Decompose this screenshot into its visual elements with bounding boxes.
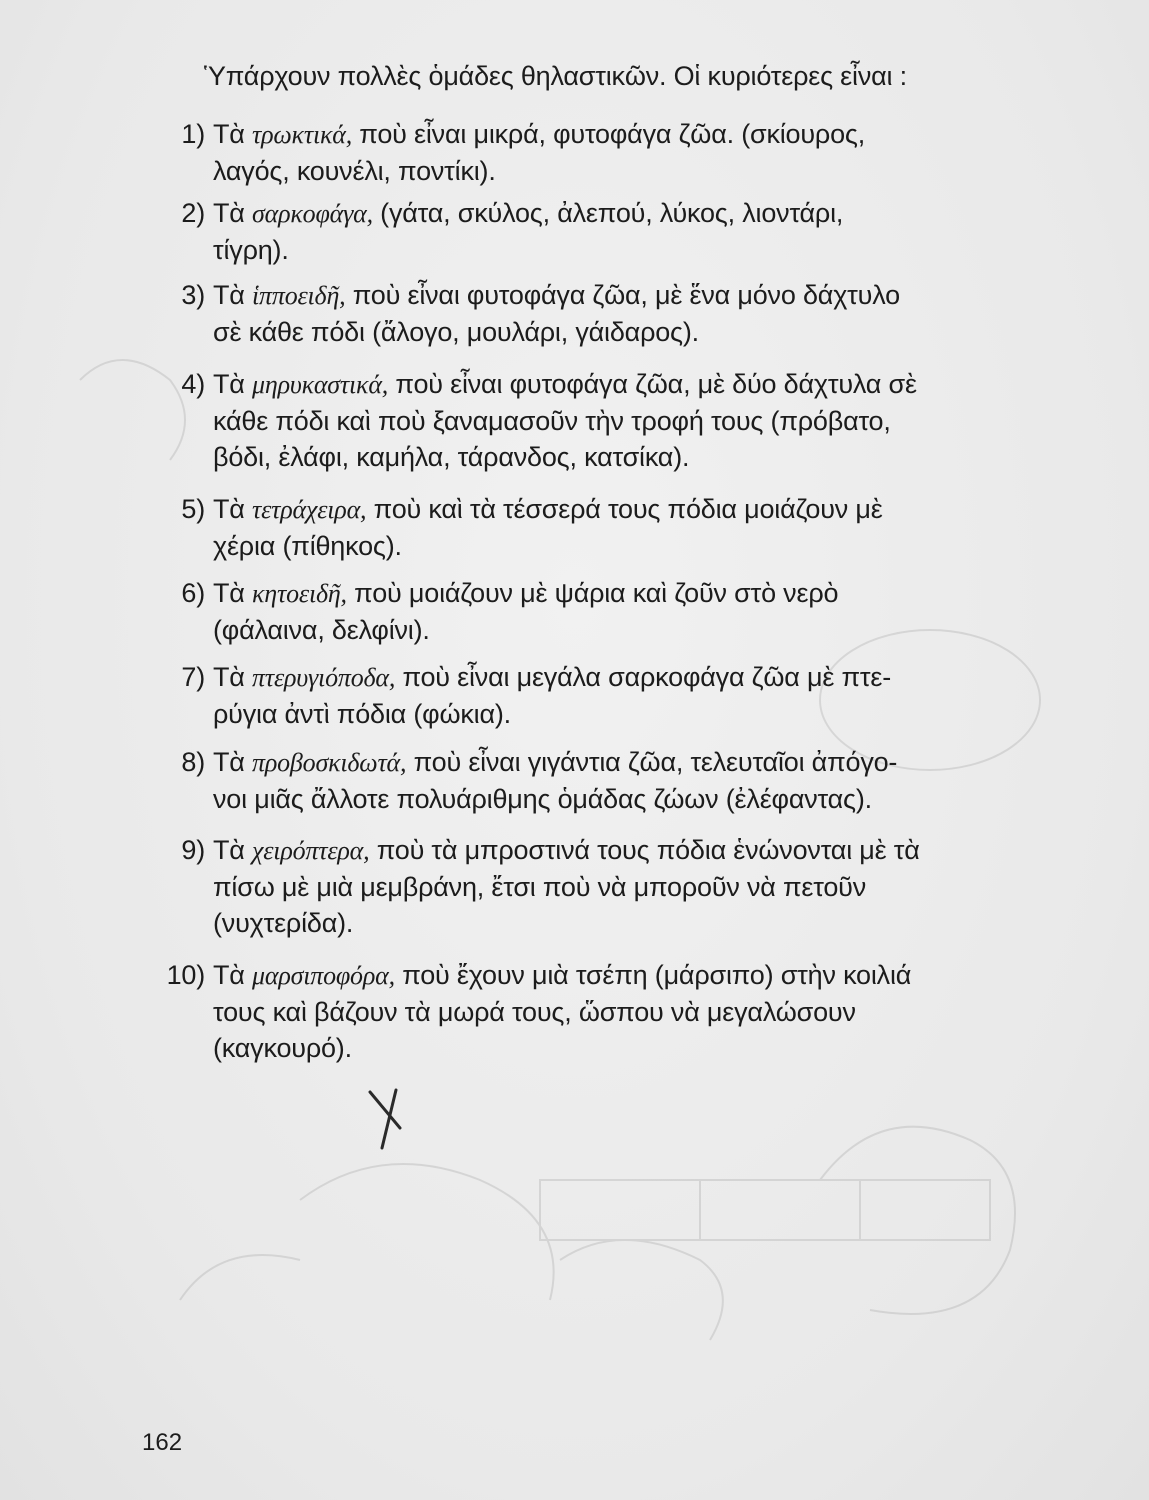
- item-text: Τὰ χειρόπτερα, ποὺ τὰ μπροστινά τους πόδια ἑνώνονται μὲ τὰ πίσω μὲ μιὰ μεμβράνη, ἔτσι ποὺ νὰ μποροῦν νὰ πετοῦν (νυχτερίδα).: [213, 835, 920, 938]
- item-text: Τὰ τετράχειρα, ποὺ καὶ τὰ τέσσερά τους πόδια μοιάζουν μὲ χέρια (πίθηκος).: [213, 494, 883, 561]
- item-number: 8): [181, 747, 205, 777]
- list-item-rodents: [145, 116, 1065, 189]
- item-number: 5): [181, 494, 205, 524]
- list-item-carnivores: [145, 195, 1065, 268]
- item-number: 2): [181, 198, 205, 228]
- group-term: προβοσκιδωτά,: [252, 748, 407, 777]
- list-item-pinnipeds: [145, 659, 1065, 732]
- item-number: 9): [181, 835, 205, 865]
- list-item-primates: [145, 491, 1065, 564]
- list-item-proboscideans: [145, 744, 1065, 817]
- group-term: τετράχειρα,: [252, 495, 367, 524]
- group-term: πτερυγιόποδα,: [252, 663, 396, 692]
- group-term: χειρόπτερα,: [252, 836, 370, 865]
- item-text: Τὰ μηρυκαστικά, ποὺ εἶναι φυτοφάγα ζῶα, μὲ δύο δάχτυλα σὲ κάθε πόδι καὶ ποὺ ξαναμασοῦν τὴν τροφή τους (πρόβατο, βόδι, ἐλάφι, καμήλα, τάρανδος, κατσίκα).: [213, 369, 917, 472]
- item-text: Τὰ μαρσιποφόρα, ποὺ ἔχουν μιὰ τσέπη (μάρσιπο) στὴν κοιλιά τους καὶ βάζουν τὰ μωρά τους, ὥσπου νὰ μεγαλώσουν (καγκουρό).: [213, 960, 912, 1063]
- mammal-groups-list: [145, 116, 1065, 1066]
- list-item-cetaceans: [145, 575, 1065, 648]
- group-term: μαρσιποφόρα,: [252, 961, 395, 990]
- list-item-equids: [145, 277, 1065, 350]
- item-text: Τὰ προβοσκιδωτά, ποὺ εἶναι γιγάντια ζῶα, τελευταῖοι ἀπόγο- νοι μιᾶς ἄλλοτε πολυάριθμης ὁμάδας ζώων (ἐλέφαντας).: [213, 747, 898, 814]
- list-item-bats: [145, 832, 1065, 941]
- list-item-marsupials: [145, 957, 1065, 1066]
- item-number: 3): [181, 280, 205, 310]
- group-term: σαρκοφάγα,: [252, 199, 373, 228]
- handwritten-x-mark: [366, 1088, 406, 1152]
- item-text: Τὰ ἱπποειδῆ, ποὺ εἶναι φυτοφάγα ζῶα, μὲ ἕνα μόνο δάχτυλο σὲ κάθε πόδι (ἄλογο, μουλάρι, γάιδαρος).: [213, 280, 900, 347]
- group-term: κητοειδῆ,: [252, 579, 347, 608]
- item-number: 7): [181, 662, 205, 692]
- item-number: 1): [181, 119, 205, 149]
- group-term: μηρυκαστικά,: [252, 370, 389, 399]
- group-term: ἱπποειδῆ,: [252, 281, 346, 310]
- item-number: 6): [181, 578, 205, 608]
- list-item-ruminants: [145, 366, 1065, 475]
- intro-sentence: Ὑπάρχουν πολλὲς ὁμάδες θηλαστικῶν. Οἱ κυριότερες εἶναι :: [204, 61, 907, 91]
- item-text: Τὰ τρωκτικά, ποὺ εἶναι μικρά, φυτοφάγα ζῶα. (σκίουρος, λαγός, κουνέλι, ποντίκι).: [213, 119, 866, 186]
- item-text: Τὰ κητοειδῆ, ποὺ μοιάζουν μὲ ψάρια καὶ ζοῦν στὸ νερὸ (φάλαινα, δελφίνι).: [213, 578, 839, 645]
- item-number: 10): [166, 960, 205, 990]
- item-number: 4): [181, 369, 205, 399]
- item-text: Τὰ πτερυγιόποδα, ποὺ εἶναι μεγάλα σαρκοφάγα ζῶα μὲ πτε- ρύγια ἀντὶ πόδια (φώκια).: [213, 662, 891, 729]
- item-text: Τὰ σαρκοφάγα, (γάτα, σκύλος, ἀλεπού, λύκος, λιοντάρι, τίγρη).: [213, 198, 844, 265]
- group-term: τρωκτικά,: [252, 120, 352, 149]
- page-number: 162: [142, 1429, 183, 1456]
